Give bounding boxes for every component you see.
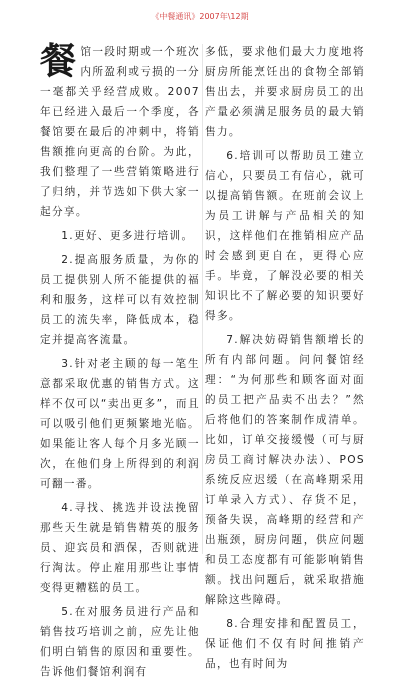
tip-5: 5.在对服务员进行产品和销售技巧培训之前，应先让他们明白销售的原因和重要性。告诉他们餐馆利润有 [40, 606, 200, 678]
tip-2: 2.提高服务质量，为你的员工提供别人所不能提供的福利和服务，这样可以有效控制员工的流失率，降低成本，稳定并提高客流量。 [40, 254, 200, 346]
opening-text: 馆一段时期或一个班次内所盈利或亏损的一分一毫都关乎经营成败。2007年已经进入最后一个季度，各餐馆要在最后的冲刺中，将销售额推向更高的台阶。为此，我们整理了一些营销策略进行了归纳，并节选如下供大家一起分享。 [40, 46, 200, 218]
tip-8: 8.合理安排和配置员工，保证他们不仅有时间推销产品，也有时间为 [205, 618, 365, 670]
opening-paragraph [40, 42, 200, 222]
tip-7: 7.解决妨碍销售额增长的所有内部问题。问问餐馆经理：“为何那些和顾客面对面的员工把产品卖不出去？”然后将他们的答案制作成清单。比如，订单交接缓慢（可与厨房员工商讨解决办法）、POS系统反应迟缓（在高峰期采用订单录入方式）、存货不足，预备失误，高峰期的经营和产出瓶颈，厨房问题，供应问题和员工态度都有可能影响销售额。找出问题后，就采取措施解除这些障碍。 [205, 334, 365, 606]
tip-6: 6.培训可以帮助员工建立信心，只要员工有信心，就可以提高销售额。在班前会议上为员工讲解与产品相关的知识，这样他们在推销相应产品时会感到更自在，更得心应手。毕竟，了解没必要的相关知识比不了解必要的知识要好得多。 [205, 150, 365, 322]
tip-3: 3.针对老主顾的每一笔生意都采取优惠的销售方式。这样不仅可以“卖出更多”，而且可以吸引他们更频繁地光临。如果能让客人每个月多光顾一次，在他们身上所得到的利润可翻一番。 [40, 358, 200, 490]
drop-cap: 餐 [40, 40, 78, 82]
page-header [0, 10, 400, 24]
magazine-issue-label: 《中餐通讯》2007年\12期 [151, 12, 249, 21]
column-divider [202, 44, 203, 554]
tip-1: 1.更好、更多进行培训。 [61, 230, 194, 242]
article-left-column [40, 40, 200, 678]
article-right-column [205, 42, 365, 670]
tip-4: 4.寻找、挑选并设法挽留那些天生就是销售精英的服务员、迎宾员和酒保，否则就进行淘汰。停止雇用那些让事情变得更糟糕的员工。 [40, 502, 200, 594]
tip-5-continued: 多低，要求他们最大力度地将厨房所能烹饪出的食物全部销售出去，并要求厨房员工的出产量必须满足服务员的最大销售力。 [205, 46, 365, 138]
